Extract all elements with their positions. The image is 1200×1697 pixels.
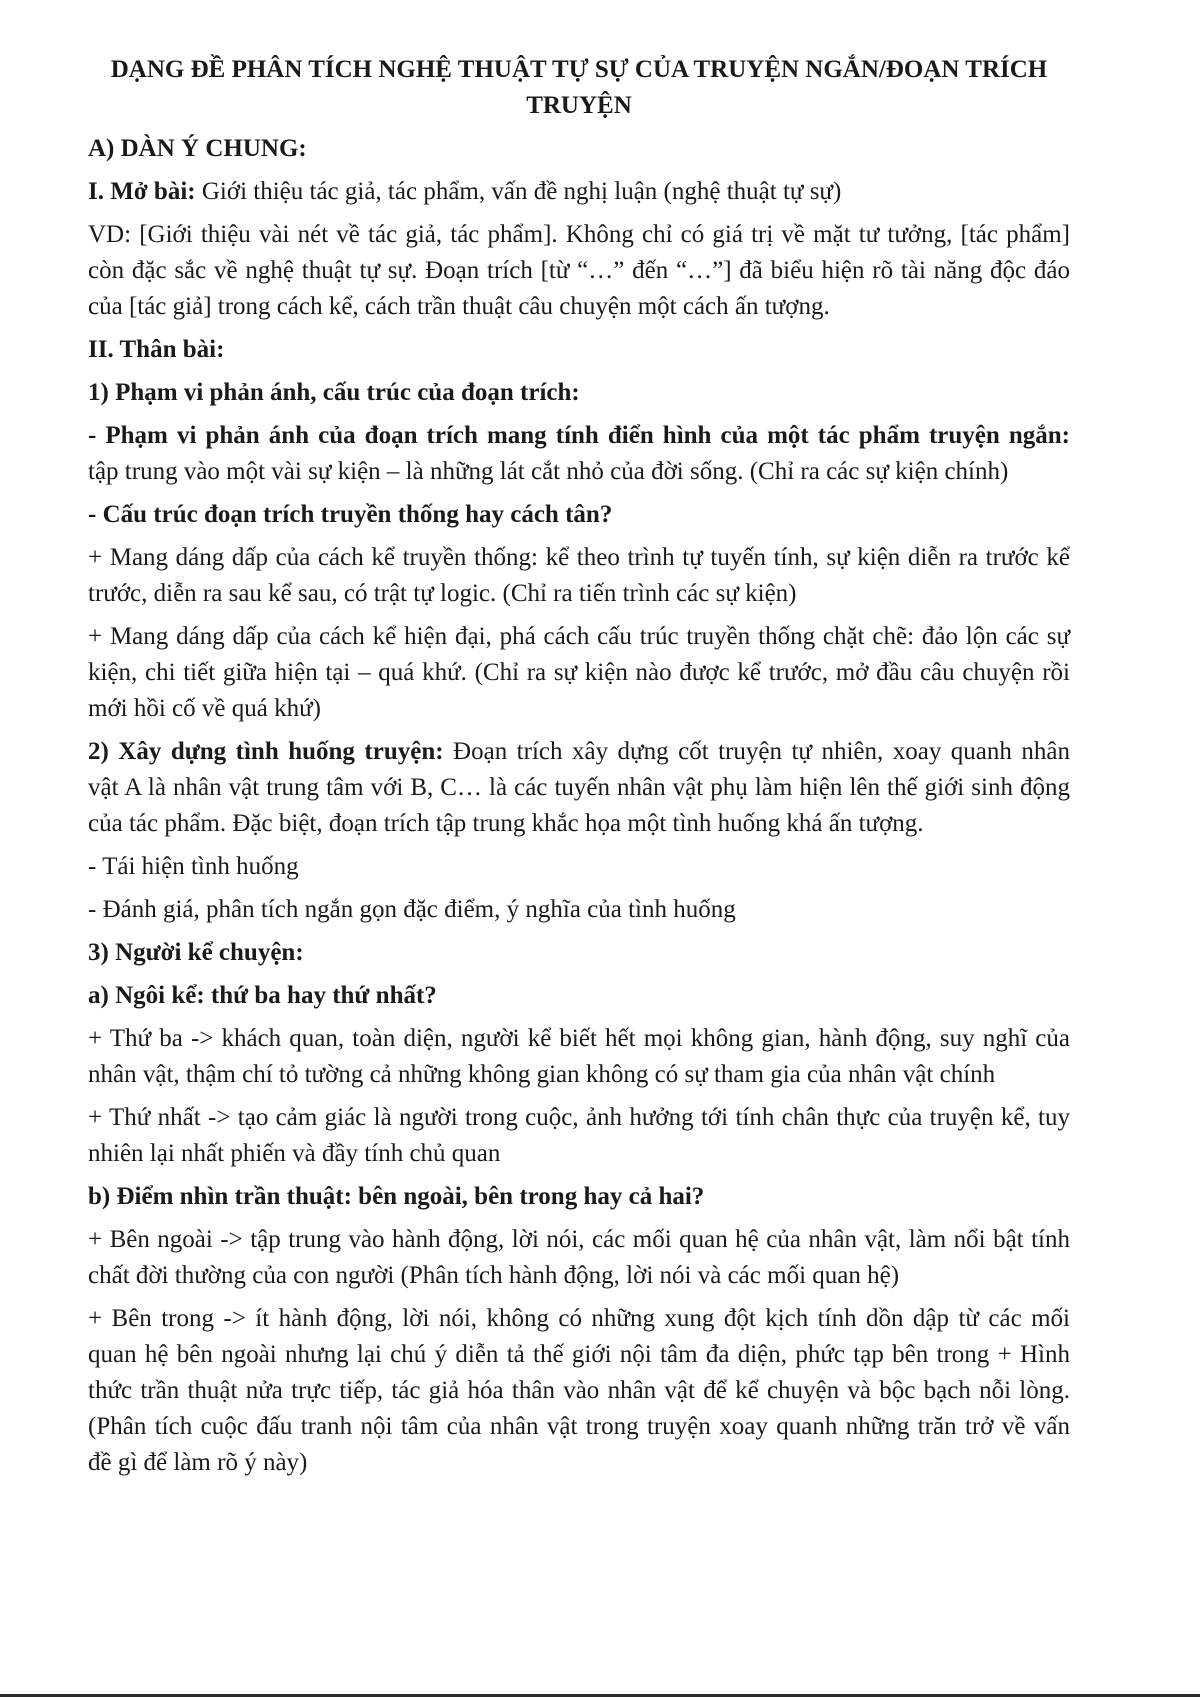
- text-line: [88, 849, 1070, 885]
- text-line: [88, 1222, 1070, 1258]
- text: thức trần thuật nửa trực tiếp, tác giả hóa thân vào nhân vật để kể chuyện và bộc bạch nỗi lòng.: [88, 1377, 1070, 1404]
- paragraph: [88, 935, 1070, 971]
- text: + Bên trong -> ít hành động, lời nói, không có những xung đột kịch tính dồn dập từ các mối: [88, 1305, 1070, 1332]
- text-line: [88, 332, 1070, 368]
- paragraph: [88, 174, 1070, 210]
- text-line: [88, 1373, 1070, 1409]
- bold-text: A) DÀN Ý CHUNG:: [88, 135, 307, 162]
- text: trước, diễn ra sau kể sau, có trật tự logic. (Chỉ ra tiến trình các sự kiện): [88, 580, 797, 607]
- paragraph: [88, 892, 1070, 928]
- text: + Mang dáng dấp của cách kể hiện đại, phá cách cấu trúc truyền thống chặt chẽ: đảo lộn các sự: [88, 623, 1070, 650]
- text: tập trung vào một vài sự kiện – là những lát cắt nhỏ của đời sống. (Chỉ ra các sự kiện chính): [88, 458, 1009, 485]
- text-line: [88, 770, 1070, 806]
- document-body: [88, 131, 1070, 1481]
- paragraph: [88, 131, 1070, 167]
- text-line: [88, 1409, 1070, 1445]
- document-title: [88, 52, 1070, 124]
- text-line: [88, 806, 1070, 842]
- paragraph: [88, 849, 1070, 885]
- text-line: [88, 1136, 1070, 1172]
- text-line: [88, 1301, 1070, 1337]
- text: mới hồi cố về quá khứ): [88, 695, 321, 722]
- text-line: [88, 217, 1070, 253]
- paragraph: [88, 619, 1070, 727]
- text-line: [88, 1100, 1070, 1136]
- text: quan hệ bên ngoài nhưng lại chú ý diễn tả thế giới nội tâm đa diện, phức tạp bên trong + Hình: [88, 1341, 1070, 1368]
- text: Đoạn trích xây dựng cốt truyện tự nhiên, xoay quanh nhân: [443, 738, 1070, 765]
- paragraph: [88, 332, 1070, 368]
- text: (Phân tích cuộc đấu tranh nội tâm của nhân vật trong truyện xoay quanh những trăn trở về vấn: [88, 1413, 1070, 1440]
- text: của [tác giả] trong cách kể, cách trần thuật câu chuyện một cách ấn tượng.: [88, 293, 830, 320]
- text-line: [88, 935, 1070, 971]
- text-line: [88, 619, 1070, 655]
- paragraph: [88, 1021, 1070, 1093]
- text: còn đặc sắc về nghệ thuật tự sự. Đoạn trích [từ “…” đến “…”] đã biểu hiện rõ tài năng độc đáo: [88, 257, 1070, 284]
- paragraph: [88, 375, 1070, 411]
- text: Giới thiệu tác giả, tác phẩm, vấn đề nghị luận (nghệ thuật tự sự): [195, 178, 842, 205]
- bold-text: 1) Phạm vi phản ánh, cấu trúc của đoạn trích:: [88, 379, 580, 406]
- text-line: [88, 1337, 1070, 1373]
- paragraph: [88, 1100, 1070, 1172]
- text-line: [88, 131, 1070, 167]
- paragraph: [88, 418, 1070, 490]
- paragraph: [88, 217, 1070, 325]
- bold-text: b) Điểm nhìn trần thuật: bên ngoài, bên trong hay cả hai?: [88, 1183, 705, 1210]
- bold-text: - Phạm vi phản ánh của đoạn trích mang tính điển hình của một tác phẩm truyện ngắn:: [88, 422, 1070, 449]
- text-line: [88, 978, 1070, 1014]
- paragraph: [88, 978, 1070, 1014]
- text-line: [88, 289, 1070, 325]
- paragraph: [88, 497, 1070, 533]
- paragraph: [88, 540, 1070, 612]
- text-line: [88, 497, 1070, 533]
- text-line: [88, 576, 1070, 612]
- text-line: [88, 253, 1070, 289]
- paragraph: [88, 1222, 1070, 1294]
- text: nhân vật, thậm chí tỏ tường cả những không gian không có sự tham gia của nhân vật chính: [88, 1061, 996, 1088]
- text: kiện, chi tiết giữa hiện tại – quá khứ. (Chỉ ra sự kiện nào được kể trước, mở đầu câu chuyện rồi: [88, 659, 1070, 686]
- title-line: DẠNG ĐỀ PHÂN TÍCH NGHỆ THUẬT TỰ SỰ CỦA TRUYỆN NGẮN/ĐOẠN TRÍCH: [110, 56, 1048, 83]
- text: chất đời thường của con người (Phân tích hành động, lời nói và các mối quan hệ): [88, 1262, 900, 1289]
- paragraph: [88, 1301, 1070, 1481]
- text: + Thứ ba -> khách quan, toàn diện, người kể biết hết mọi không gian, hành động, suy nghĩ của: [88, 1025, 1070, 1052]
- text: VD: [Giới thiệu vài nét về tác giả, tác phẩm]. Không chỉ có giá trị về mặt tư tưởng, [tác phẩm]: [88, 221, 1070, 248]
- text: + Thứ nhất -> tạo cảm giác là người trong cuộc, ảnh hưởng tới tính chân thực của truyện kể, tuy: [88, 1104, 1070, 1131]
- text: - Đánh giá, phân tích ngắn gọn đặc điểm, ý nghĩa của tình huống: [88, 896, 736, 923]
- text-line: [88, 734, 1070, 770]
- text-line: [88, 1258, 1070, 1294]
- text-line: [88, 174, 1070, 210]
- text-line: [88, 892, 1070, 928]
- text-line: [88, 1057, 1070, 1093]
- text: nhiên lại nhất phiến và đầy tính chủ quan: [88, 1140, 501, 1167]
- text-line: [88, 1179, 1070, 1215]
- text: của tác phẩm. Đặc biệt, đoạn trích tập trung khắc họa một tình huống khá ấn tượng.: [88, 810, 924, 837]
- text-line: [88, 1445, 1070, 1481]
- text-line: [88, 691, 1070, 727]
- text: + Bên ngoài -> tập trung vào hành động, lời nói, các mối quan hệ của nhân vật, làm nổi bật tính: [88, 1226, 1070, 1253]
- text: - Tái hiện tình huống: [88, 853, 299, 880]
- text: vật A là nhân vật trung tâm với B, C… là các tuyến nhân vật phụ làm hiện lên thế giới sinh động: [88, 774, 1070, 801]
- bold-text: II. Thân bài:: [88, 336, 225, 363]
- document-page: [88, 52, 1070, 1481]
- text-line: [88, 375, 1070, 411]
- paragraph: [88, 1179, 1070, 1215]
- bold-text: 2) Xây dựng tình huống truyện:: [88, 738, 444, 765]
- text: + Mang dáng dấp của cách kể truyền thống: kể theo trình tự tuyến tính, sự kiện diễn ra trước kể: [88, 544, 1070, 571]
- text-line: [88, 1021, 1070, 1057]
- text-line: [88, 655, 1070, 691]
- paragraph: [88, 734, 1070, 842]
- text-line: [88, 454, 1070, 490]
- bold-text: - Cấu trúc đoạn trích truyền thống hay cách tân?: [88, 501, 613, 528]
- bold-text: 3) Người kể chuyện:: [88, 939, 304, 966]
- text-line: [88, 418, 1070, 454]
- text: đề gì để làm rõ ý này): [88, 1449, 308, 1476]
- title-line: TRUYỆN: [526, 92, 632, 119]
- bold-text: a) Ngôi kể: thứ ba hay thứ nhất?: [88, 982, 437, 1009]
- text-line: [88, 540, 1070, 576]
- bold-text: I. Mở bài:: [88, 178, 196, 205]
